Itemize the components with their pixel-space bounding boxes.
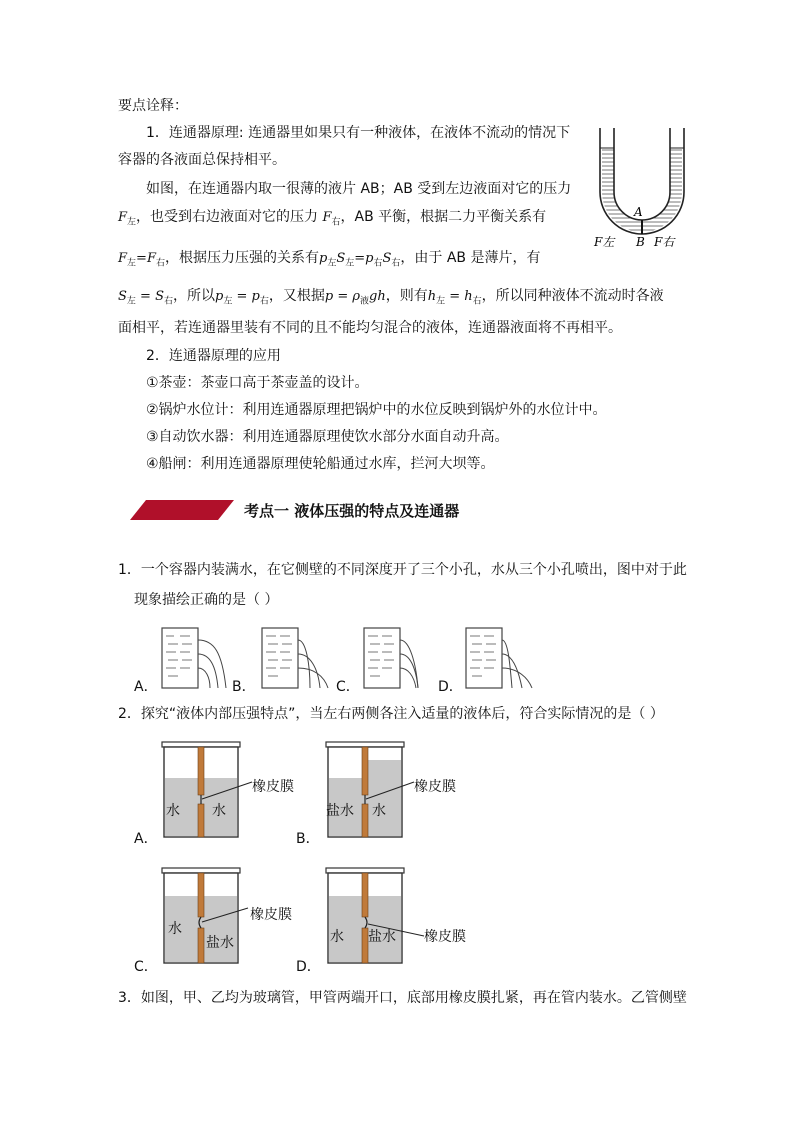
application-teapot: ①茶壶：茶壶口高于茶壶盖的设计。 — [146, 375, 369, 391]
q2-option-d[interactable]: D． — [296, 959, 321, 975]
q1-figure-c — [360, 624, 434, 690]
u-tube-label-a: A — [634, 205, 643, 219]
formula-s-equal: $S_左 = S_右$ — [118, 289, 174, 307]
q1-figure-b — [258, 624, 332, 690]
formula-p-equal: $p_左 = p_右$ — [215, 289, 269, 307]
application-boiler: ②锅炉水位计：利用连通器原理把锅炉中的水位反映到锅炉外的水位计中。 — [146, 402, 607, 418]
q2-figure-d — [324, 866, 484, 966]
formula-p-rho-g-h: $p = \rho_液gh$ — [324, 289, 386, 307]
application-water-dispenser: ③自动饮水器：利用连通器原理使饮水部分水面自动升高。 — [146, 429, 509, 445]
section-ribbon — [130, 500, 234, 524]
q1-option-a[interactable]: A． — [134, 679, 158, 695]
q2-figure-b — [324, 740, 484, 840]
q2-b-right-liquid: 水 — [372, 803, 386, 819]
u-tube-label-f-left: F左 — [594, 235, 615, 249]
q2-figure-a — [160, 740, 320, 840]
q3-line-1: 3．如图，甲、乙均为玻璃管，甲管两端开口，底部用橡皮膜扎紧，再在管内装水。乙管侧壁 — [118, 990, 687, 1006]
analysis-line-1: 如图，在连通器内取一很薄的液片 AB；AB 受到左边液面对它的压力 — [146, 181, 572, 197]
formula-f-equal: $F_左=F_右$ — [118, 251, 165, 269]
q1-figure-d — [462, 624, 536, 690]
q2-figure-c — [160, 866, 320, 966]
q1-line-1: 1．一个容器内装满水，在它侧壁的不同深度开了三个小孔，水从三个小孔喷出，图中对于此 — [118, 562, 687, 578]
section-title: 考点一 液体压强的特点及连通器 — [244, 502, 460, 520]
formula-ps-equal: $p_左S_左=p_右S_右$ — [318, 251, 401, 269]
q1-option-d[interactable]: D． — [438, 679, 463, 695]
q2-a-right-liquid: 水 — [212, 803, 226, 819]
analysis-line-2: $F_左$，也受到右边液面对它的压力 $F_右$，AB 平衡，根据二力平衡关系有 — [118, 209, 547, 228]
u-tube-label-f-right: F右 — [654, 235, 675, 249]
key-points-heading: 要点诠释： — [118, 98, 188, 114]
u-tube-figure — [592, 124, 702, 252]
formula-h-equal: $h_左 = h_右$ — [427, 289, 482, 307]
q2-d-right-liquid: 盐水 — [368, 929, 396, 945]
q1-option-c[interactable]: C． — [336, 679, 360, 695]
analysis-line-4: $S_左 = S_右$，所以$p_左 = p_右$，又根据$p = \rho_液gh$，则有$h_左 = h_右$，所以同种液体不流动时各液 — [118, 288, 664, 307]
principle-line-2: 容器的各液面总保持相平。 — [118, 152, 286, 168]
q2-b-membrane-label: 橡皮膜 — [414, 779, 456, 795]
application-ship-lock: ④船闸：利用连通器原理使轮船通过水库，拦河大坝等。 — [146, 456, 495, 472]
q2-a-membrane-label: 橡皮膜 — [252, 779, 294, 795]
u-tube-label-b: B — [636, 235, 645, 249]
q2-option-b[interactable]: B． — [296, 831, 320, 847]
q1-figure-a — [158, 624, 232, 690]
q1-line-2: 现象描绘正确的是（ ） — [134, 592, 279, 608]
application-heading: 2．连通器原理的应用 — [146, 348, 281, 364]
q2-d-membrane-label: 橡皮膜 — [424, 929, 466, 945]
formula-f-right: $F_右$ — [322, 210, 341, 228]
q2-c-membrane-label: 橡皮膜 — [250, 907, 292, 923]
principle-line-1: 1．连通器原理: 连通器里如果只有一种液体，在液体不流动的情况下 — [146, 125, 571, 141]
q2-b-left-liquid: 盐水 — [326, 803, 354, 819]
analysis-line-5: 面相平，若连通器里装有不同的且不能均匀混合的液体，连通器液面将不再相平。 — [118, 320, 622, 336]
q2-option-a[interactable]: A． — [134, 831, 158, 847]
analysis-line-3: $F_左=F_右$，根据压力压强的关系有$p_左S_左=p_右S_右$，由于 AB 是薄片，有 — [118, 250, 541, 269]
q2-c-left-liquid: 水 — [168, 921, 182, 937]
q2-d-left-liquid: 水 — [330, 929, 344, 945]
q2-c-right-liquid: 盐水 — [206, 935, 234, 951]
q2-option-c[interactable]: C． — [134, 959, 158, 975]
q1-option-b[interactable]: B． — [232, 679, 256, 695]
q2-a-left-liquid: 水 — [166, 803, 180, 819]
q2-line-1: 2．探究“液体内部压强特点”，当左右两侧各注入适量的液体后，符合实际情况的是（ ） — [118, 706, 664, 722]
formula-f-left: $F_左$ — [118, 210, 137, 228]
